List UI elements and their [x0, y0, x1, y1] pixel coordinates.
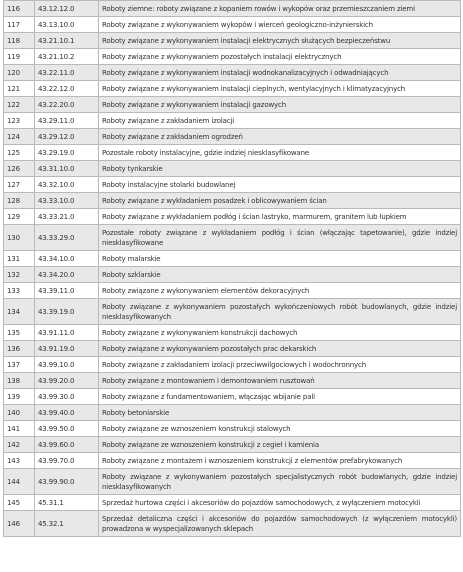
table-row	[4, 299, 461, 325]
row-number-cell: 138	[4, 373, 35, 389]
pkd-code-cell: 43.91.11.0	[35, 325, 99, 341]
table-row	[4, 469, 461, 495]
pkd-code-cell: 43.34.10.0	[35, 251, 99, 267]
description-cell: Roboty związane z wykonywaniem pozostałych wykończeniowych robót budowlanych, gdzie indziej niesklasyfikowanych	[99, 299, 461, 325]
description-cell: Pozostałe roboty instalacyjne, gdzie indziej niesklasyfikowane	[99, 145, 461, 161]
description-cell: Roboty związane ze wznoszeniem konstrukcji z cegieł i kamienia	[99, 437, 461, 453]
pkd-code-cell: 43.99.60.0	[35, 437, 99, 453]
pkd-code-cell: 43.13.10.0	[35, 17, 99, 33]
description-cell: Roboty związane z montażem i wznoszeniem konstrukcji z elementów prefabrykowanych	[99, 453, 461, 469]
table-row	[4, 17, 461, 33]
pkd-code-cell: 43.33.29.0	[35, 225, 99, 251]
description-cell: Roboty związane z zakładaniem izolacji	[99, 113, 461, 129]
pkd-code-cell: 43.31.10.0	[35, 161, 99, 177]
row-number-cell: 134	[4, 299, 35, 325]
table-body	[4, 1, 461, 537]
row-number-cell: 118	[4, 33, 35, 49]
table-row	[4, 357, 461, 373]
row-number-cell: 117	[4, 17, 35, 33]
pkd-code-cell: 43.39.19.0	[35, 299, 99, 325]
row-number-cell: 122	[4, 97, 35, 113]
table-row	[4, 1, 461, 17]
row-number-cell: 125	[4, 145, 35, 161]
pkd-code-cell: 43.34.20.0	[35, 267, 99, 283]
pkd-code-cell: 43.99.30.0	[35, 389, 99, 405]
pkd-code-cell: 43.22.20.0	[35, 97, 99, 113]
table-row	[4, 495, 461, 511]
table-row	[4, 177, 461, 193]
row-number-cell: 136	[4, 341, 35, 357]
table-row	[4, 81, 461, 97]
pkd-code-cell: 43.33.10.0	[35, 193, 99, 209]
row-number-cell: 133	[4, 283, 35, 299]
pkd-code-cell: 43.12.12.0	[35, 1, 99, 17]
row-number-cell: 127	[4, 177, 35, 193]
table-row	[4, 511, 461, 537]
description-cell: Roboty związane z wykonywaniem instalacji elektrycznych służących bezpieczeństwu	[99, 33, 461, 49]
row-number-cell: 124	[4, 129, 35, 145]
table-row	[4, 225, 461, 251]
pkd-code-cell: 43.29.19.0	[35, 145, 99, 161]
pkd-code-cell: 43.29.12.0	[35, 129, 99, 145]
table-row	[4, 113, 461, 129]
pkd-code-cell: 43.22.12.0	[35, 81, 99, 97]
description-cell: Roboty związane z wykonywaniem wykopów i wierceń geologiczno-inżynierskich	[99, 17, 461, 33]
row-number-cell: 135	[4, 325, 35, 341]
pkd-code-cell: 43.32.10.0	[35, 177, 99, 193]
description-cell: Pozostałe roboty związane z wykładaniem podłóg i ścian (włączając tapetowanie), gdzie indziej niesklasyfikowane	[99, 225, 461, 251]
pkd-code-cell: 43.99.50.0	[35, 421, 99, 437]
row-number-cell: 146	[4, 511, 35, 537]
pkd-code-cell: 45.31.1	[35, 495, 99, 511]
table-row	[4, 33, 461, 49]
table-row	[4, 267, 461, 283]
table-row	[4, 421, 461, 437]
row-number-cell: 145	[4, 495, 35, 511]
table-row	[4, 453, 461, 469]
description-cell: Roboty betoniarskie	[99, 405, 461, 421]
description-cell: Sprzedaż detaliczna części i akcesoriów do pojazdów samochodowych (z wyłączeniem motocykli) prowadzona w wyspecjalizowanych sklepach	[99, 511, 461, 537]
row-number-cell: 140	[4, 405, 35, 421]
row-number-cell: 130	[4, 225, 35, 251]
description-cell: Roboty instalacyjne stolarki budowlanej	[99, 177, 461, 193]
row-number-cell: 143	[4, 453, 35, 469]
row-number-cell: 119	[4, 49, 35, 65]
pkd-code-cell: 43.99.90.0	[35, 469, 99, 495]
description-cell: Roboty związane z wykładaniem posadzek i oblicowywaniem ścian	[99, 193, 461, 209]
pkd-code-cell: 43.91.19.0	[35, 341, 99, 357]
pkd-code-cell: 43.22.11.0	[35, 65, 99, 81]
description-cell: Roboty związane z wykonywaniem konstrukcji dachowych	[99, 325, 461, 341]
description-cell: Roboty związane z zakładaniem izolacji przeciwwilgociowych i wodochronnych	[99, 357, 461, 373]
pkd-code-cell: 43.21.10.1	[35, 33, 99, 49]
description-cell: Roboty związane z wykonywaniem pozostałych specjalistycznych robót budowlanych, gdzie indziej niesklasyfikowanych	[99, 469, 461, 495]
table-row	[4, 49, 461, 65]
pkd-code-cell: 43.29.11.0	[35, 113, 99, 129]
table-row	[4, 129, 461, 145]
table-row	[4, 161, 461, 177]
row-number-cell: 116	[4, 1, 35, 17]
row-number-cell: 129	[4, 209, 35, 225]
description-cell: Roboty związane z zakładaniem ogrodzeń	[99, 129, 461, 145]
table-row	[4, 373, 461, 389]
row-number-cell: 120	[4, 65, 35, 81]
description-cell: Roboty tynkarskie	[99, 161, 461, 177]
table-row	[4, 97, 461, 113]
pkd-code-cell: 45.32.1	[35, 511, 99, 537]
table-row	[4, 65, 461, 81]
description-cell: Roboty związane z wykonywaniem instalacji cieplnych, wentylacyjnych i klimatyzacyjnych	[99, 81, 461, 97]
row-number-cell: 121	[4, 81, 35, 97]
table-row	[4, 145, 461, 161]
pkd-code-cell: 43.39.11.0	[35, 283, 99, 299]
description-cell: Roboty malarskie	[99, 251, 461, 267]
row-number-cell: 141	[4, 421, 35, 437]
table-row	[4, 405, 461, 421]
pkd-code-cell: 43.99.40.0	[35, 405, 99, 421]
description-cell: Roboty związane z wykonywaniem pozostałych instalacji elektrycznych	[99, 49, 461, 65]
pkd-code-cell: 43.21.10.2	[35, 49, 99, 65]
description-cell: Roboty związane z wykonywaniem elementów dekoracyjnych	[99, 283, 461, 299]
pkd-code-cell: 43.99.10.0	[35, 357, 99, 373]
description-cell: Roboty związane z wykonywaniem instalacji gazowych	[99, 97, 461, 113]
row-number-cell: 139	[4, 389, 35, 405]
description-cell: Roboty związane z wykonywaniem instalacji wodnokanalizacyjnych i odwadniających	[99, 65, 461, 81]
table-row	[4, 251, 461, 267]
table-row	[4, 209, 461, 225]
pkd-code-cell: 43.99.70.0	[35, 453, 99, 469]
description-cell: Roboty związane ze wznoszeniem konstrukcji stalowych	[99, 421, 461, 437]
row-number-cell: 132	[4, 267, 35, 283]
pkd-codes-table	[3, 0, 461, 537]
description-cell: Sprzedaż hurtowa części i akcesoriów do pojazdów samochodowych, z wyłączeniem motocykli	[99, 495, 461, 511]
pkd-code-cell: 43.99.20.0	[35, 373, 99, 389]
table-row	[4, 193, 461, 209]
description-cell: Roboty związane z fundamentowaniem, włączając wbijanie pali	[99, 389, 461, 405]
row-number-cell: 142	[4, 437, 35, 453]
description-cell: Roboty szklarskie	[99, 267, 461, 283]
row-number-cell: 144	[4, 469, 35, 495]
row-number-cell: 128	[4, 193, 35, 209]
description-cell: Roboty związane z wykonywaniem pozostałych prac dekarskich	[99, 341, 461, 357]
description-cell: Roboty związane z wykładaniem podłóg i ścian lastryko, marmurem, granitem lub łupkiem	[99, 209, 461, 225]
description-cell: Roboty związane z montowaniem i demontowaniem rusztowań	[99, 373, 461, 389]
row-number-cell: 123	[4, 113, 35, 129]
row-number-cell: 126	[4, 161, 35, 177]
row-number-cell: 137	[4, 357, 35, 373]
table-row	[4, 437, 461, 453]
table-row	[4, 325, 461, 341]
row-number-cell: 131	[4, 251, 35, 267]
table-row	[4, 389, 461, 405]
description-cell: Roboty ziemne: roboty związane z kopaniem rowów i wykopów oraz przemieszczaniem ziemi	[99, 1, 461, 17]
table-row	[4, 283, 461, 299]
pkd-code-cell: 43.33.21.0	[35, 209, 99, 225]
table-row	[4, 341, 461, 357]
